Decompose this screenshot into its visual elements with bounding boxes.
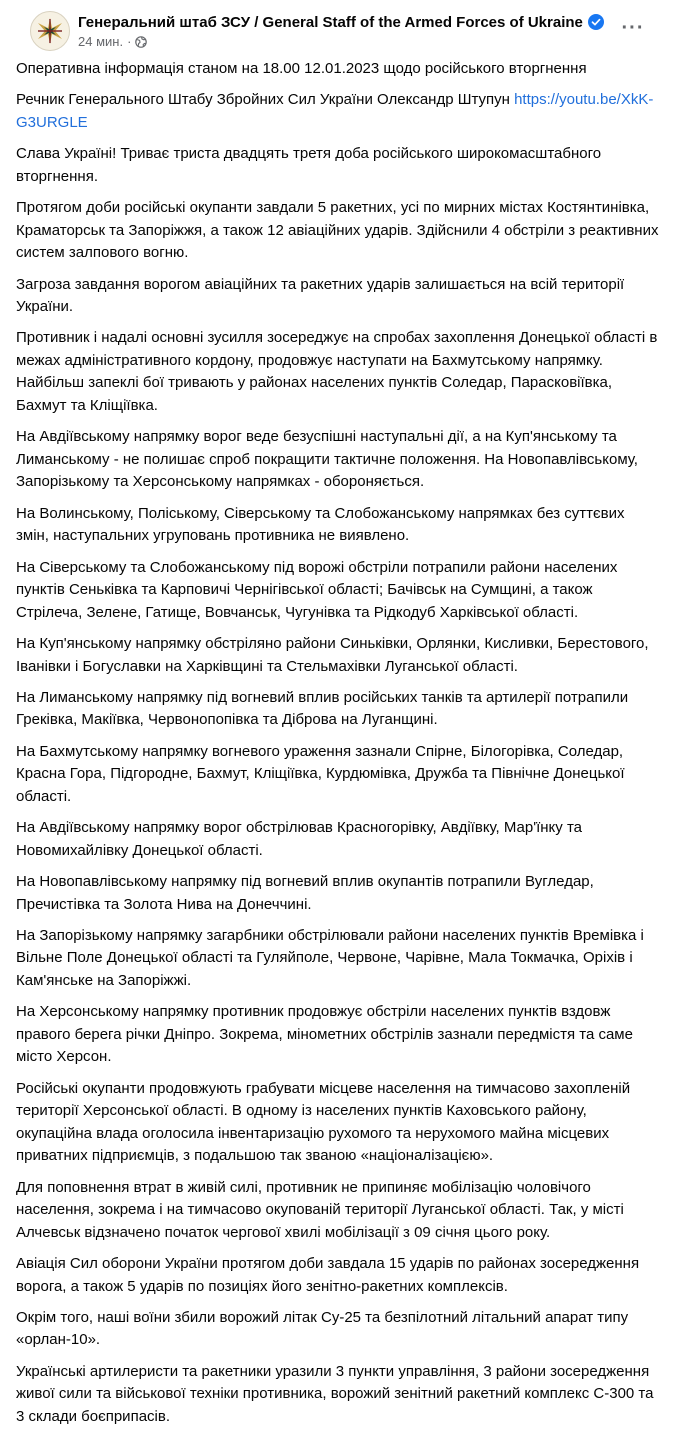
more-options-button[interactable] <box>619 14 647 42</box>
emblem-icon <box>33 14 67 48</box>
post-paragraph-9: На Сіверському та Слобожанському під ворожі обстріли потрапили райони населених пунктів Сеньківка та Карповичі Чернігівської області; Бачівськ на Сумщині, а також Стрілеча, Зелене, Гатище, Вовчанськ, Чугунівка та Рідкодуб Харківської області. <box>16 558 618 621</box>
globe-icon[interactable] <box>135 36 147 48</box>
post-paragraph-6: Противник і надалі основні зусилля зосереджує на спробах захоплення Донецької області в межах адміністративного кордону, продовжує наступати на Бахмутському напрямку. Найбільш запеклі бої тривають у районах населених пунктів Соледар, Парасковіївка, Бахмут та Кліщіївка. <box>16 329 658 414</box>
youtube-link[interactable]: https://youtu.be/XkK-G3URGLE <box>16 91 654 131</box>
post-paragraph-7: На Авдіївському напрямку ворог веде безуспішні наступальні дії, а на Куп'янському та Лиманському - не полишає спроб покращити тактичне положення. На Новопавлівському, Запорізькому та Херсонському напрямках - обороняється. <box>16 428 638 491</box>
post-paragraph-19: Авіація Сил оборони України протягом доби завдала 15 ударів по районах зосередження ворога, а також 5 ударів по позиціях його зенітно-ракетних комплексів. <box>16 1255 640 1295</box>
post-paragraph-4: Протягом доби російські окупанти завдали 5 ракетних, усі по мирних містах Костянтинівка, Краматорськ та Запоріжжя, а також 12 авіаційних ударів. Здійснили 4 обстріли з реактивних систем залпового вогню. <box>16 199 659 262</box>
post-paragraph-12: На Бахмутському напрямку вогневого ураження зазнали Спірне, Білогорівка, Соледар, Красна Гора, Підгородне, Бахмут, Кліщіївка, Курдюмівка, Дружба та Північне Донецької області. <box>16 742 625 805</box>
post-paragraph-2-text: Речник Генерального Штабу Збройних Сил України Олександр Штупун <box>16 91 515 109</box>
post-paragraph-3: Слава Україні! Триває триста двадцять третя доба російського широкомасштабного вторгнення. <box>16 145 602 185</box>
post-paragraph-8: На Волинському, Поліському, Сіверському та Слобожанському напрямках без суттєвих змін, наступальних угруповань противника не виявлено. <box>16 504 625 545</box>
post-paragraph-18: Для поповнення втрат в живій силі, противник не припиняє мобілізацію чоловічого населення, зокрема і на тимчасово окупованій території Луганської області. Так, у місті Алчевськ відзначено початок чергової хвилі мобілізації з 09 січня цього року. <box>16 1178 624 1241</box>
more-options-icon: ··· <box>621 16 645 39</box>
page-name[interactable] <box>78 14 604 32</box>
post-paragraph-11: На Лиманському напрямку під вогневий вплив російських танків та артилерії потрапили Греківка, Макіївка, Червонопопівка та Діброва на Луганщині. <box>16 688 629 729</box>
page-name-text[interactable]: Генеральний штаб ЗСУ / General Staff of the Armed Forces of Ukraine <box>78 14 583 31</box>
post-meta <box>78 34 147 50</box>
post-paragraph-1: Оперативна інформація станом на 18.00 12.01.2023 щодо російського вторгнення <box>16 60 587 77</box>
post-paragraph-10: На Куп'янському напрямку обстріляно райони Синьківки, Орлянки, Кисливки, Берестового, Іванівки і Богуславки на Харківщині та Стельмахівки Луганської області. <box>16 635 649 675</box>
post-paragraph-5: Загроза завдання ворогом авіаційних та ракетних ударів залишається на всій території України. <box>16 275 625 316</box>
post-paragraph-17: Російські окупанти продовжують грабувати місцеве населення на тимчасово захопленій території Херсонської області. В одному із населених пунктів Каховського району, окупаційна влада оголосила інвентаризацію рухомого та нерухомого майна місцевих приватних підприємців, з подальшою так званою «націоналізацією». <box>16 1079 631 1165</box>
post-paragraph-16: На Херсонському напрямку противник продовжує обстріли населених пунктів вздовж правого берега річки Дніпро. Зокрема, мінометних обстрілів зазнали передмістя та саме місто Херсон. <box>16 1003 633 1066</box>
post-header <box>16 0 661 58</box>
post-paragraph-14: На Новопавлівському напрямку під вогневий вплив окупантів потрапили Вугледар, Пречистівка та Золота Нива на Донеччині. <box>16 873 594 913</box>
post-paragraph-15: На Запорізькому напрямку загарбники обстрілювали райони населених пунктів Времівка і Вільне Поле Донецької області та Гуляйполе, Червоне, Чарівне, Мала Токмачка, Оріхів і Кам'янське на Запоріжжі. <box>16 926 644 989</box>
post-paragraph-21: Українські артилеристи та ракетники уразили 3 пункти управління, 3 райони зосередження живої сили та військової техніки противника, ворожий зенітний ракетний комплекс С-300 та 3 склади боєприпасів. <box>16 1362 654 1425</box>
post-body <box>16 58 661 1437</box>
post-paragraph-13: На Авдіївському напрямку ворог обстрілював Красногорівку, Авдіївку, Мар'їнку та Новомихайлівку Донецької області. <box>16 819 582 859</box>
verified-badge-icon <box>588 14 604 30</box>
post-timestamp[interactable]: 24 мин. <box>78 34 124 49</box>
avatar[interactable] <box>30 11 70 51</box>
post-paragraph-2 <box>16 89 661 134</box>
meta-separator: · <box>127 34 132 49</box>
post-paragraph-20: Окрім того, наші воїни збили ворожий літак Су-25 та безпілотний літальний апарат типу «орлан-10». <box>16 1308 629 1349</box>
